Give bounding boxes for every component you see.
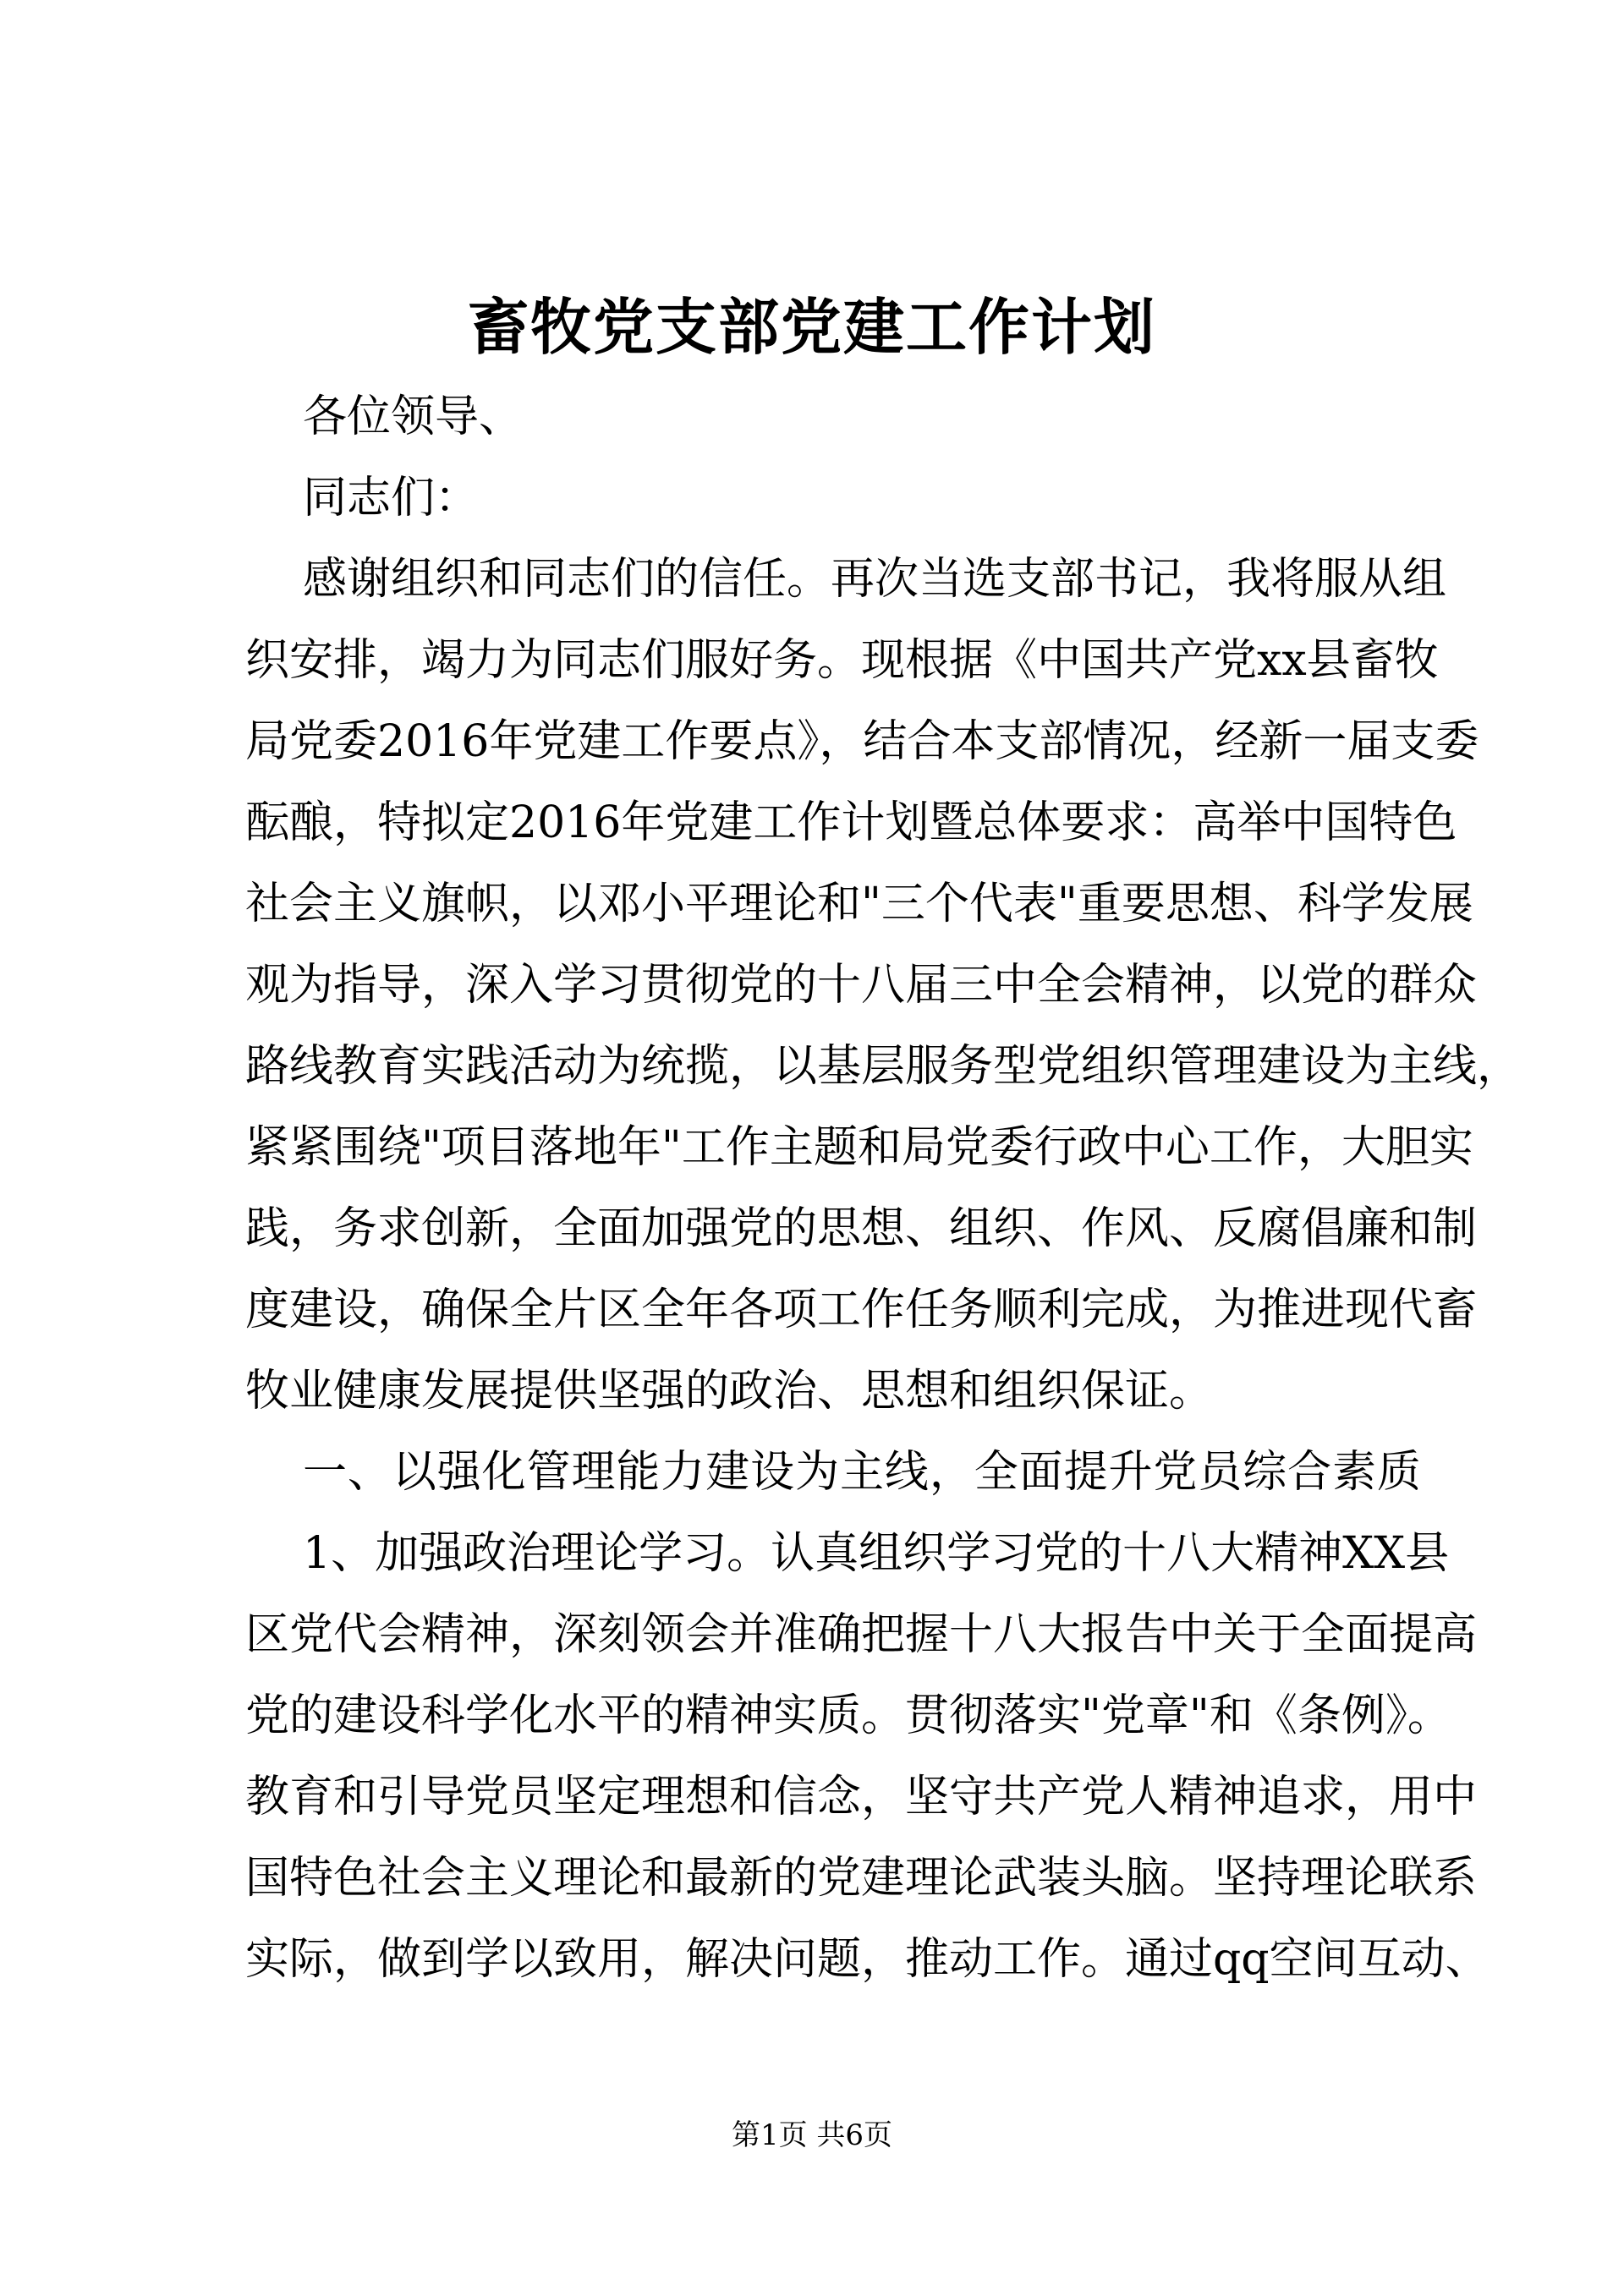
document-body bbox=[245, 376, 1522, 2000]
paragraph-line: 实际，做到学以致用，解决问题，推动工作。通过qq空间互动、 bbox=[245, 1934, 1490, 1985]
paragraph-line: 1、加强政治理论学习。认真组织学习党的十八大精神XX县 bbox=[303, 1528, 1450, 1579]
paragraph-line: 感谢组织和同志们的信任。再次当选支部书记，我将服从组 bbox=[303, 554, 1447, 605]
page-footer: 第1页 共6页 bbox=[731, 2118, 893, 2152]
section-heading: 一、以强化管理能力建设为主线，全面提升党员综合素质 bbox=[303, 1447, 1421, 1498]
paragraph-line: 教育和引导党员坚定理想和信念，坚守共产党人精神追求，用中 bbox=[245, 1772, 1478, 1822]
paragraph-line: 区党代会精神，深刻领会并准确把握十八大报告中关于全面提高 bbox=[245, 1609, 1478, 1660]
paragraph-line: 国特色社会主义理论和最新的党建理论武装头脑。坚持理论联系 bbox=[245, 1853, 1478, 1904]
paragraph-line: 牧业健康发展提供坚强的政治、思想和组织保证。 bbox=[245, 1366, 1214, 1417]
paragraph-line: 党的建设科学化水平的精神实质。贯彻落实"党章"和《条例》。 bbox=[245, 1690, 1451, 1741]
paragraph-line: 度建设，确保全片区全年各项工作任务顺利完成，为推进现代畜 bbox=[245, 1285, 1478, 1335]
document-title: 畜牧党支部党建工作计划 bbox=[467, 291, 1156, 363]
salutation-line: 同志们： bbox=[303, 473, 480, 523]
paragraph-line: 践，务求创新，全面加强党的思想、组织、作风、反腐倡廉和制 bbox=[245, 1203, 1478, 1254]
paragraph-line: 路线教育实践活动为统揽，以基层服务型党组织管理建设为主线， bbox=[245, 1041, 1522, 1092]
paragraph-line: 局党委2016年党建工作要点》，结合本支部情况，经新一届支委 bbox=[245, 716, 1479, 767]
paragraph-line: 观为指导，深入学习贯彻党的十八届三中全会精神，以党的群众 bbox=[245, 960, 1478, 1011]
paragraph-line: 紧紧围绕"项目落地年"工作主题和局党委行政中心工作，大胆实 bbox=[245, 1122, 1473, 1173]
salutation-line: 各位领导、 bbox=[303, 392, 524, 442]
paragraph-line: 社会主义旗帜，以邓小平理论和"三个代表"重要思想、科学发展 bbox=[245, 879, 1473, 929]
paragraph-line: 酝酿，特拟定2016年党建工作计划暨总体要求：高举中国特色 bbox=[245, 797, 1457, 848]
paragraph-line: 织安排，竭力为同志们服好务。现根据《中国共产党xx县畜牧 bbox=[245, 635, 1439, 686]
